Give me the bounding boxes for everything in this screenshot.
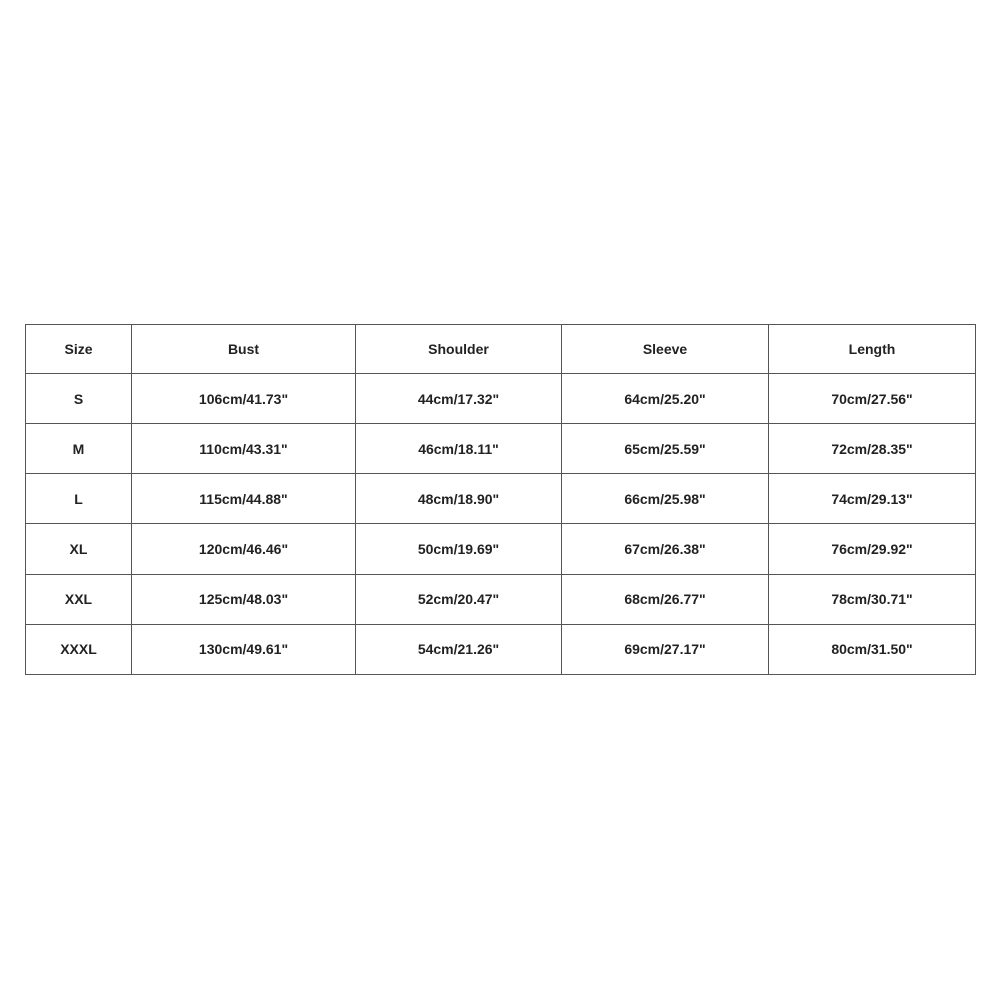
cell-length: 70cm/27.56" (769, 374, 976, 424)
cell-bust: 120cm/46.46" (132, 524, 356, 574)
cell-size: XXXL (26, 624, 132, 674)
header-size: Size (26, 325, 132, 374)
cell-sleeve: 66cm/25.98" (562, 474, 769, 524)
table-row (26, 474, 976, 524)
table-row (26, 374, 976, 424)
cell-shoulder: 48cm/18.90" (356, 474, 562, 524)
cell-size: S (26, 374, 132, 424)
cell-sleeve: 65cm/25.59" (562, 424, 769, 474)
header-bust: Bust (132, 325, 356, 374)
cell-sleeve: 67cm/26.38" (562, 524, 769, 574)
table-row (26, 524, 976, 574)
cell-bust: 110cm/43.31" (132, 424, 356, 474)
cell-size: M (26, 424, 132, 474)
cell-shoulder: 54cm/21.26" (356, 624, 562, 674)
cell-shoulder: 50cm/19.69" (356, 524, 562, 574)
cell-length: 80cm/31.50" (769, 624, 976, 674)
cell-length: 76cm/29.92" (769, 524, 976, 574)
size-chart-table (25, 324, 976, 675)
cell-bust: 130cm/49.61" (132, 624, 356, 674)
table-row (26, 624, 976, 674)
cell-length: 78cm/30.71" (769, 574, 976, 624)
cell-bust: 106cm/41.73" (132, 374, 356, 424)
cell-sleeve: 64cm/25.20" (562, 374, 769, 424)
header-length: Length (769, 325, 976, 374)
header-row (26, 325, 976, 374)
header-sleeve: Sleeve (562, 325, 769, 374)
cell-sleeve: 68cm/26.77" (562, 574, 769, 624)
cell-shoulder: 52cm/20.47" (356, 574, 562, 624)
cell-length: 72cm/28.35" (769, 424, 976, 474)
cell-size: XL (26, 524, 132, 574)
table-row (26, 574, 976, 624)
cell-shoulder: 46cm/18.11" (356, 424, 562, 474)
cell-length: 74cm/29.13" (769, 474, 976, 524)
cell-size: L (26, 474, 132, 524)
cell-shoulder: 44cm/17.32" (356, 374, 562, 424)
cell-sleeve: 69cm/27.17" (562, 624, 769, 674)
table-row (26, 424, 976, 474)
cell-bust: 115cm/44.88" (132, 474, 356, 524)
header-shoulder: Shoulder (356, 325, 562, 374)
cell-bust: 125cm/48.03" (132, 574, 356, 624)
cell-size: XXL (26, 574, 132, 624)
